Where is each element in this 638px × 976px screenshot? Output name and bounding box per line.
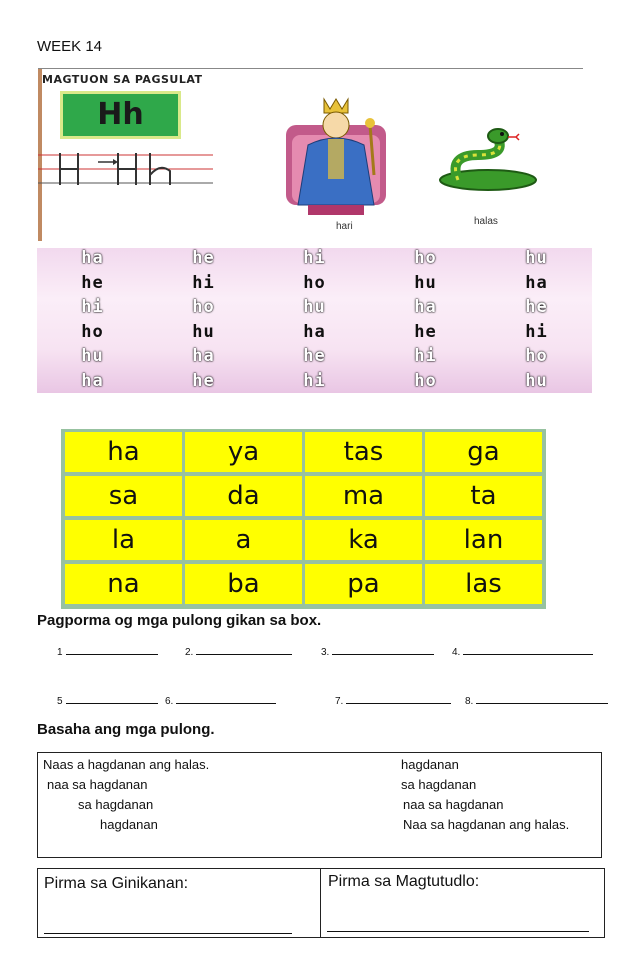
word-box-cell: a [185,520,302,560]
word-box-cell: da [185,476,302,516]
blank-number: 3. [321,647,330,658]
syllable-row [37,369,592,393]
syllable-grid [37,248,592,393]
blank-number: 6. [165,696,174,707]
word-box-cell: ba [185,564,302,604]
letter-box [60,91,181,139]
panel-title: MAGTUON SA PAGSULAT [42,73,203,86]
word-box-cell: lan [425,520,542,560]
syllable-cell: ho [81,321,104,342]
syllable-cell: hi [414,346,437,366]
blank-line[interactable] [346,694,451,704]
blank-number: 7. [335,696,344,707]
syllable-cell: hu [414,272,437,293]
word-box-cell: la [65,520,182,560]
writing-panel [38,68,583,241]
reading-right-line-4: Naa sa hagdanan ang halas. [403,817,570,832]
reading-left-line-2: naa sa hagdanan [47,777,148,792]
answer-blank[interactable] [57,694,158,707]
teacher-signature-label: Pirma sa Magtutudlo: [328,873,480,890]
snake-label: halas [474,216,498,227]
word-box-cell: ma [305,476,422,516]
word-box-cell: ga [425,432,542,472]
blank-number: 5 [57,696,63,707]
syllable-cell: hu [525,370,548,391]
blank-number: 2. [185,647,194,658]
word-box-cell: ta [425,476,542,516]
signature-divider [320,869,321,937]
syllable-cell: ha [81,370,104,391]
syllable-cell: ha [414,297,437,317]
syllable-cell: he [525,297,548,317]
blank-number: 4. [452,647,461,658]
word-box-cell: pa [305,564,422,604]
answer-blank[interactable] [165,694,276,707]
letter-text: Hh [97,97,144,132]
parent-signature-line[interactable] [44,933,292,934]
word-box-cell: na [65,564,182,604]
syllable-cell: ha [192,346,215,366]
word-box-cell: sa [65,476,182,516]
teacher-signature-line[interactable] [327,931,589,932]
syllable-cell: ho [525,346,548,366]
answer-blank[interactable] [335,694,451,707]
blank-number: 1 [57,647,63,658]
syllable-cell: hi [303,370,326,391]
syllable-cell: hu [192,321,215,342]
syllable-cell: ha [81,248,104,268]
syllable-cell: hu [525,248,548,268]
syllable-row [37,248,592,270]
parent-signature-label: Pirma sa Ginikanan: [44,875,189,892]
syllable-cell: ho [414,248,437,268]
syllable-cell: hu [303,297,326,317]
reading-right-line-1: hagdanan [401,757,459,772]
week-label: WEEK 14 [37,38,103,55]
answer-blank[interactable] [452,645,593,658]
stroke-guide-icon [38,149,218,189]
word-box-cell: ya [185,432,302,472]
blank-line[interactable] [476,694,608,704]
signature-box [37,868,605,938]
answer-blank[interactable] [57,645,158,658]
syllable-cell: hi [303,248,326,268]
syllable-cell: he [81,272,104,293]
syllable-row [37,295,592,319]
reading-left-line-3: sa hagdanan [78,797,154,812]
syllable-cell: he [192,248,215,268]
word-box-cell: tas [305,432,422,472]
answer-blank[interactable] [465,694,608,707]
syllable-row [37,344,592,368]
snake-icon [428,125,538,195]
reading-right-line-2: sa hagdanan [401,777,477,792]
syllable-cell: hi [192,272,215,293]
syllable-cell: he [414,321,437,342]
blank-line[interactable] [332,645,434,655]
king-icon [278,95,398,220]
syllable-row [37,271,592,295]
syllable-cell: he [192,370,215,391]
blank-line[interactable] [463,645,593,655]
instruction-form-words: Pagporma og mga pulong gikan sa box. [37,612,322,629]
reading-left-line-1: Naas a hagdanan ang halas. [43,757,210,772]
blank-line[interactable] [176,694,276,704]
syllable-cell: ho [414,370,437,391]
word-box [61,429,546,609]
syllable-cell: ha [525,272,548,293]
instruction-read-words: Basaha ang mga pulong. [37,721,215,738]
blank-line[interactable] [66,645,158,655]
answer-blank[interactable] [185,645,292,658]
blank-number: 8. [465,696,474,707]
syllable-cell: hi [81,297,104,317]
syllable-cell: he [303,346,326,366]
syllable-cell: ho [303,272,326,293]
syllable-row [37,320,592,344]
answer-blank[interactable] [321,645,434,658]
word-box-cell: ka [305,520,422,560]
word-box-cell: las [425,564,542,604]
reading-left-line-4: hagdanan [100,817,158,832]
blank-line[interactable] [196,645,292,655]
syllable-cell: hi [525,321,548,342]
reading-box [37,752,602,858]
syllable-cell: ho [192,297,215,317]
reading-right-line-3: naa sa hagdanan [403,797,504,812]
blank-line[interactable] [66,694,158,704]
king-label: hari [336,221,353,232]
word-box-cell: ha [65,432,182,472]
syllable-cell: hu [81,346,104,366]
syllable-cell: ha [303,321,326,342]
